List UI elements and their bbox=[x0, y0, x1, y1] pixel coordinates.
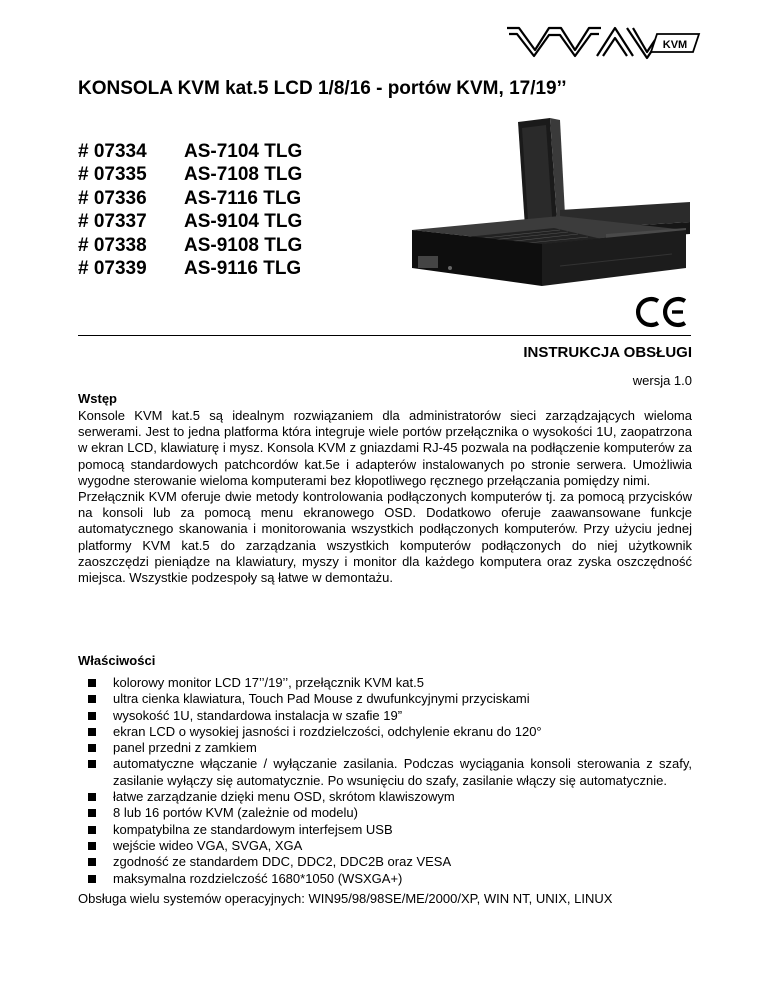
square-bullet-icon bbox=[88, 809, 96, 817]
list-item bbox=[88, 822, 692, 838]
intro-paragraph: Przełącznik KVM oferuje dwie metody kontrolowania podłączonych komputerów tj. za pomocą przycisków na konsoli lub za pomocą menu ekranowego OSD. Dodatkowo oferuje zaawansowane funkcje automatycznego skanowania i monitorowania wszystkich podłączonych komputerów. Przy użyciu jednej platformy KVM kat.5 do zarządzania wszystkich komputerów podłączonych do niej użytkownik zaoszczędzi pieniądze na klawiatury, myszy i monitor dla każdego komputera oraz zyska oszczędność miejsca. Wszystkie podzespoły są łatwe w demontażu. bbox=[78, 489, 692, 586]
wave-kvm-logo-icon bbox=[505, 22, 701, 62]
features-list bbox=[88, 675, 692, 887]
model-name: AS-9108 TLG bbox=[184, 234, 303, 256]
list-item bbox=[88, 691, 692, 707]
model-code: # 07339 bbox=[78, 258, 147, 280]
model-code: # 07335 bbox=[78, 164, 147, 186]
list-item bbox=[88, 838, 692, 854]
feature-text: kompatybilna ze standardowym interfejsem USB bbox=[113, 821, 393, 837]
square-bullet-icon bbox=[88, 842, 96, 850]
list-item bbox=[88, 724, 692, 740]
features-heading: Właściwości bbox=[78, 653, 156, 668]
square-bullet-icon bbox=[88, 695, 96, 703]
model-name: AS-9116 TLG bbox=[184, 258, 302, 280]
model-code: # 07338 bbox=[78, 234, 147, 256]
list-item bbox=[88, 675, 692, 691]
model-row bbox=[78, 234, 302, 258]
intro-text bbox=[78, 408, 692, 586]
model-row bbox=[78, 258, 302, 282]
list-item bbox=[88, 740, 692, 756]
model-code: # 07337 bbox=[78, 211, 147, 233]
model-row bbox=[78, 211, 302, 235]
list-item bbox=[88, 854, 692, 870]
square-bullet-icon bbox=[88, 744, 96, 752]
square-bullet-icon bbox=[88, 793, 96, 801]
square-bullet-icon bbox=[88, 826, 96, 834]
feature-text: wysokość 1U, standardowa instalacja w szafie 19” bbox=[113, 707, 403, 723]
model-row bbox=[78, 187, 302, 211]
model-row bbox=[78, 140, 302, 164]
model-row bbox=[78, 164, 302, 188]
model-code: # 07336 bbox=[78, 187, 147, 209]
feature-text: automatyczne włączanie / wyłączanie zasilania. Podczas wyciągania konsoli sterowania z szafy, zasilanie wyłączy się automatycznie. Po wsunięciu do szafy, zasilanie włączy się automatycznie. bbox=[113, 756, 692, 788]
manual-title: INSTRUKCJA OBSŁUGI bbox=[523, 344, 692, 361]
square-bullet-icon bbox=[88, 858, 96, 866]
list-item bbox=[88, 789, 692, 805]
os-support-text: Obsługa wielu systemów operacyjnych: WIN95/98/98SE/ME/2000/XP, WIN NT, UNIX, LINUX bbox=[78, 891, 613, 906]
square-bullet-icon bbox=[88, 760, 96, 768]
list-item bbox=[88, 708, 692, 724]
model-list bbox=[78, 140, 302, 281]
feature-text: ultra cienka klawiatura, Touch Pad Mouse z dwufunkcyjnymi przyciskami bbox=[113, 691, 530, 707]
square-bullet-icon bbox=[88, 712, 96, 720]
section-divider bbox=[78, 335, 691, 336]
brand-logo bbox=[505, 22, 701, 62]
model-name: AS-7108 TLG bbox=[184, 164, 303, 186]
feature-text: łatwe zarządzanie dzięki menu OSD, skrótom klawiszowym bbox=[113, 789, 455, 805]
feature-text: maksymalna rozdzielczość 1680*1050 (WSXGA+) bbox=[113, 870, 403, 886]
square-bullet-icon bbox=[88, 728, 96, 736]
ce-mark-icon bbox=[633, 296, 691, 328]
feature-text: zgodność ze standardem DDC, DDC2, DDC2B oraz VESA bbox=[113, 854, 452, 870]
model-code: # 07334 bbox=[78, 140, 147, 162]
kvm-console-illustration bbox=[410, 118, 692, 308]
model-name: AS-9104 TLG bbox=[184, 211, 303, 233]
list-item bbox=[88, 805, 692, 821]
document-title: KONSOLA KVM kat.5 LCD 1/8/16 - portów KVM, 17/19’’ bbox=[78, 78, 567, 99]
intro-heading: Wstęp bbox=[78, 391, 117, 406]
feature-text: 8 lub 16 portów KVM (zależnie od modelu) bbox=[113, 805, 358, 821]
intro-paragraph: Konsole KVM kat.5 są idealnym rozwiązaniem dla administratorów sieci zarządzających wieloma serwerami. Jest to jedna platforma która integruje wiele portów przełącznika o wysokości 1U, zaopatrzona w ekran LCD, klawiaturę i mysz. Konsola KVM z gniazdami RJ-45 pozwala na podłączenie komputerów za pomocą standardowych patchcordów kat.5e i adapterów instalowanych po stronie serwera. Umożliwia wygodne sterowanie wieloma komputerami bez kłopotliwego ręcznego przełączania pomiędzy nimi. bbox=[78, 408, 692, 488]
model-name: AS-7104 TLG bbox=[184, 140, 303, 162]
feature-text: kolorowy monitor LCD 17’’/19’’, przełącznik KVM kat.5 bbox=[113, 675, 424, 690]
list-item bbox=[88, 756, 692, 789]
version-label: wersja 1.0 bbox=[632, 373, 692, 388]
logo-kvm-text: KVM bbox=[662, 39, 688, 51]
product-image bbox=[410, 118, 692, 308]
model-name: AS-7116 TLG bbox=[184, 187, 302, 209]
square-bullet-icon bbox=[88, 679, 96, 687]
square-bullet-icon bbox=[88, 875, 96, 883]
feature-text: ekran LCD o wysokiej jasności i rozdzielczości, odchylenie ekranu do 120° bbox=[113, 723, 542, 739]
ce-mark bbox=[633, 296, 691, 328]
feature-text: wejście wideo VGA, SVGA, XGA bbox=[113, 837, 303, 853]
feature-text: panel przedni z zamkiem bbox=[113, 740, 257, 756]
list-item bbox=[88, 871, 692, 887]
